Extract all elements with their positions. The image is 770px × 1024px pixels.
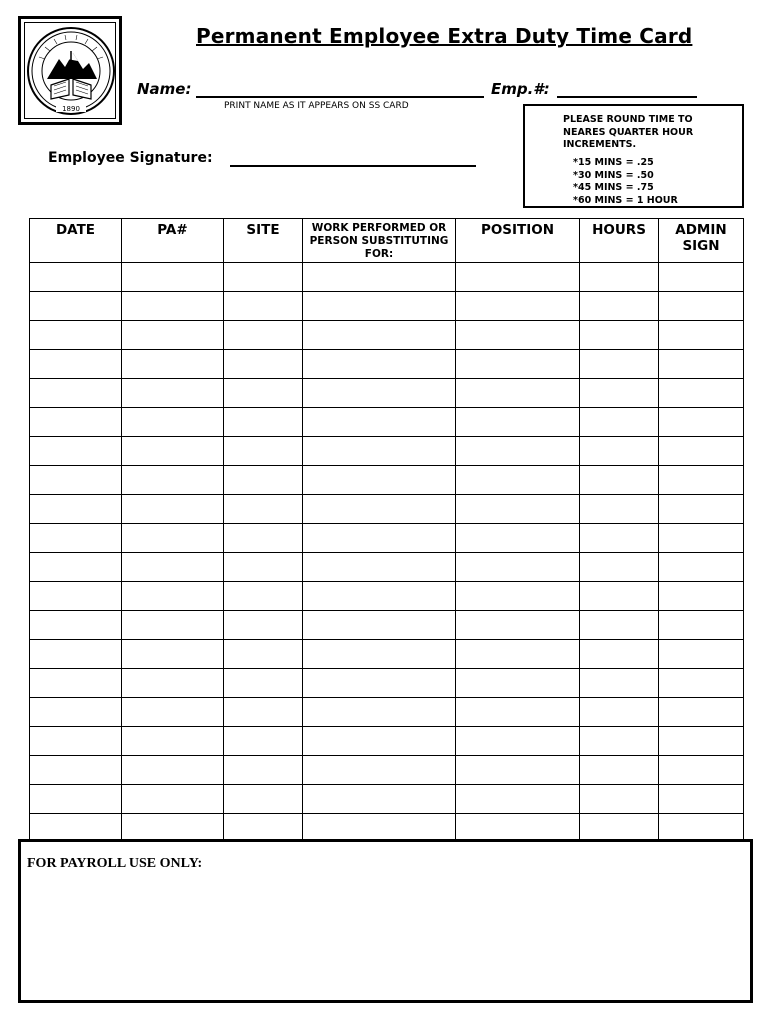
table-cell[interactable]	[580, 408, 659, 437]
time-entry-table	[29, 218, 744, 843]
logo-border	[24, 22, 116, 119]
table-cell[interactable]	[224, 321, 303, 350]
table-cell[interactable]	[122, 524, 224, 553]
table-cell[interactable]	[303, 640, 456, 669]
rounding-rule: *30 MINS = .50	[573, 169, 654, 181]
table-row	[30, 727, 744, 756]
table-cell[interactable]	[456, 263, 580, 292]
table-cell[interactable]	[30, 727, 122, 756]
table-cell[interactable]	[456, 437, 580, 466]
employee-signature-label: Employee Signature:	[48, 150, 213, 166]
rounding-rules	[573, 157, 678, 207]
table-cell[interactable]	[303, 611, 456, 640]
table-cell[interactable]	[303, 669, 456, 698]
table-cell[interactable]	[30, 553, 122, 582]
table-cell[interactable]	[456, 495, 580, 524]
column-header-site: SITE	[224, 219, 303, 263]
table-cell[interactable]	[303, 350, 456, 379]
table-cell[interactable]	[303, 582, 456, 611]
table-cell[interactable]	[580, 495, 659, 524]
table-row	[30, 379, 744, 408]
table-row	[30, 466, 744, 495]
table-cell[interactable]	[303, 756, 456, 785]
table-cell[interactable]	[224, 727, 303, 756]
table-cell[interactable]	[224, 582, 303, 611]
table-row	[30, 553, 744, 582]
rounding-instruction: PLEASE ROUND TIME TO NEARES QUARTER HOUR INCREMENTS.	[563, 114, 694, 150]
payroll-label: FOR PAYROLL USE ONLY:	[27, 856, 203, 871]
table-row	[30, 263, 744, 292]
table-cell[interactable]	[456, 698, 580, 727]
table-cell[interactable]	[122, 379, 224, 408]
table-cell[interactable]	[456, 756, 580, 785]
table-cell[interactable]	[122, 408, 224, 437]
table-cell[interactable]	[122, 698, 224, 727]
table-cell[interactable]	[122, 727, 224, 756]
table-cell[interactable]	[456, 379, 580, 408]
table-cell[interactable]	[580, 640, 659, 669]
table-cell[interactable]	[122, 263, 224, 292]
table-cell[interactable]	[456, 785, 580, 814]
table-cell[interactable]	[303, 408, 456, 437]
print-name-note: PRINT NAME AS IT APPEARS ON SS CARD	[224, 101, 409, 111]
table-cell[interactable]	[659, 785, 744, 814]
table-row	[30, 292, 744, 321]
seal-emblem	[25, 23, 117, 120]
table-row	[30, 611, 744, 640]
table-cell[interactable]	[456, 408, 580, 437]
table-cell[interactable]	[456, 292, 580, 321]
table-cell[interactable]	[122, 582, 224, 611]
table-cell[interactable]	[303, 437, 456, 466]
table-cell[interactable]	[224, 611, 303, 640]
table-cell[interactable]	[659, 350, 744, 379]
table-cell[interactable]	[659, 669, 744, 698]
table-row	[30, 698, 744, 727]
table-cell[interactable]	[659, 582, 744, 611]
table-cell[interactable]	[580, 553, 659, 582]
table-cell[interactable]	[659, 321, 744, 350]
rounding-rule: *45 MINS = .75	[573, 182, 654, 193]
table-header-row	[30, 219, 744, 263]
table-cell[interactable]	[30, 495, 122, 524]
table-cell[interactable]	[30, 756, 122, 785]
table-cell[interactable]	[122, 292, 224, 321]
table-cell[interactable]	[456, 466, 580, 495]
table-cell[interactable]	[303, 785, 456, 814]
payroll-use-box	[18, 839, 753, 1003]
column-header-admin-sign: ADMIN SIGN	[659, 219, 744, 263]
table-cell[interactable]	[122, 350, 224, 379]
table-row	[30, 756, 744, 785]
table-cell[interactable]	[659, 611, 744, 640]
table-cell[interactable]	[30, 524, 122, 553]
table-cell[interactable]	[224, 263, 303, 292]
table-cell[interactable]	[659, 553, 744, 582]
table-cell[interactable]	[224, 466, 303, 495]
table-cell[interactable]	[122, 669, 224, 698]
table-cell[interactable]	[659, 524, 744, 553]
table-cell[interactable]	[224, 669, 303, 698]
table-cell[interactable]	[224, 640, 303, 669]
rounding-instructions-box	[523, 104, 744, 208]
table-cell[interactable]	[659, 698, 744, 727]
table-cell[interactable]	[224, 785, 303, 814]
table-row	[30, 437, 744, 466]
table-cell[interactable]	[30, 669, 122, 698]
table-cell[interactable]	[122, 321, 224, 350]
table-cell[interactable]	[456, 553, 580, 582]
table-cell[interactable]	[456, 321, 580, 350]
table-cell[interactable]	[303, 466, 456, 495]
table-cell[interactable]	[659, 727, 744, 756]
table-row	[30, 640, 744, 669]
table-row	[30, 321, 744, 350]
table-cell[interactable]	[224, 379, 303, 408]
seal-year: 1890	[62, 105, 80, 113]
name-label: Name:	[137, 80, 192, 98]
table-cell[interactable]	[122, 495, 224, 524]
table-cell[interactable]	[122, 466, 224, 495]
table-cell[interactable]	[30, 379, 122, 408]
table-cell[interactable]	[456, 669, 580, 698]
table-cell[interactable]	[580, 263, 659, 292]
table-cell[interactable]	[456, 640, 580, 669]
table-cell[interactable]	[580, 669, 659, 698]
table-cell[interactable]	[30, 292, 122, 321]
table-cell[interactable]	[224, 553, 303, 582]
table-cell[interactable]	[122, 756, 224, 785]
table-cell[interactable]	[30, 466, 122, 495]
page-title: Permanent Employee Extra Duty Time Card	[196, 24, 693, 48]
table-row	[30, 785, 744, 814]
table-cell[interactable]	[122, 640, 224, 669]
table-cell[interactable]	[456, 611, 580, 640]
table-cell[interactable]	[659, 640, 744, 669]
table-cell[interactable]	[580, 756, 659, 785]
table-cell[interactable]	[456, 727, 580, 756]
employee-number-label: Emp.#:	[491, 80, 550, 98]
table-cell[interactable]	[580, 611, 659, 640]
table-cell[interactable]	[659, 437, 744, 466]
table-cell[interactable]	[303, 263, 456, 292]
table-cell[interactable]	[224, 756, 303, 785]
table-cell[interactable]	[122, 785, 224, 814]
table-cell[interactable]	[659, 756, 744, 785]
table-cell[interactable]	[580, 379, 659, 408]
employee-number-field[interactable]	[557, 96, 697, 98]
table-cell[interactable]	[303, 524, 456, 553]
rounding-rule: *15 MINS = .25	[573, 157, 654, 168]
table-row	[30, 524, 744, 553]
table-cell[interactable]	[303, 553, 456, 582]
table-cell[interactable]	[659, 292, 744, 321]
table-cell[interactable]	[659, 263, 744, 292]
table-cell[interactable]	[580, 350, 659, 379]
table-cell[interactable]	[580, 785, 659, 814]
table-row	[30, 582, 744, 611]
table-cell[interactable]	[30, 611, 122, 640]
table-body	[30, 263, 744, 843]
table-cell[interactable]	[659, 408, 744, 437]
rounding-rule: *60 MINS = 1 HOUR	[573, 194, 678, 206]
column-header-pa-number: PA#	[122, 219, 224, 263]
table-cell[interactable]	[224, 350, 303, 379]
table-cell[interactable]	[580, 582, 659, 611]
table-cell[interactable]	[224, 495, 303, 524]
table-cell[interactable]	[30, 582, 122, 611]
table-cell[interactable]	[303, 379, 456, 408]
name-field[interactable]	[196, 96, 484, 98]
table-cell[interactable]	[122, 437, 224, 466]
table-cell[interactable]	[580, 292, 659, 321]
table-cell[interactable]	[30, 321, 122, 350]
employee-signature-field[interactable]	[230, 165, 476, 167]
table-row	[30, 669, 744, 698]
table-cell[interactable]	[30, 437, 122, 466]
column-header-date: DATE	[30, 219, 122, 263]
table-cell[interactable]	[224, 408, 303, 437]
table-cell[interactable]	[30, 408, 122, 437]
table-cell[interactable]	[580, 727, 659, 756]
table-cell[interactable]	[30, 350, 122, 379]
table-cell[interactable]	[122, 553, 224, 582]
table-cell[interactable]	[303, 698, 456, 727]
table-cell[interactable]	[580, 466, 659, 495]
column-header-work-performed: WORK PERFORMED OR PERSON SUBSTITUTING FOR:	[303, 219, 456, 263]
table-cell[interactable]	[456, 524, 580, 553]
table-cell[interactable]	[580, 698, 659, 727]
table-cell[interactable]	[303, 292, 456, 321]
table-cell[interactable]	[659, 379, 744, 408]
table-cell[interactable]	[30, 698, 122, 727]
table-cell[interactable]	[224, 698, 303, 727]
table-cell[interactable]	[30, 640, 122, 669]
district-seal-logo	[18, 16, 122, 125]
table-cell[interactable]	[580, 321, 659, 350]
table-cell[interactable]	[303, 321, 456, 350]
table-cell[interactable]	[580, 437, 659, 466]
table-cell[interactable]	[224, 524, 303, 553]
table-cell[interactable]	[303, 727, 456, 756]
table-cell[interactable]	[456, 350, 580, 379]
table-row	[30, 495, 744, 524]
table-cell[interactable]	[303, 495, 456, 524]
column-header-hours: HOURS	[580, 219, 659, 263]
table-cell[interactable]	[30, 785, 122, 814]
table-row	[30, 350, 744, 379]
table-cell[interactable]	[659, 495, 744, 524]
table-row	[30, 408, 744, 437]
table-cell[interactable]	[224, 437, 303, 466]
table-cell[interactable]	[659, 466, 744, 495]
table-cell[interactable]	[122, 611, 224, 640]
table-cell[interactable]	[580, 524, 659, 553]
table-cell[interactable]	[224, 292, 303, 321]
table-cell[interactable]	[30, 263, 122, 292]
table-cell[interactable]	[456, 582, 580, 611]
column-header-position: POSITION	[456, 219, 580, 263]
